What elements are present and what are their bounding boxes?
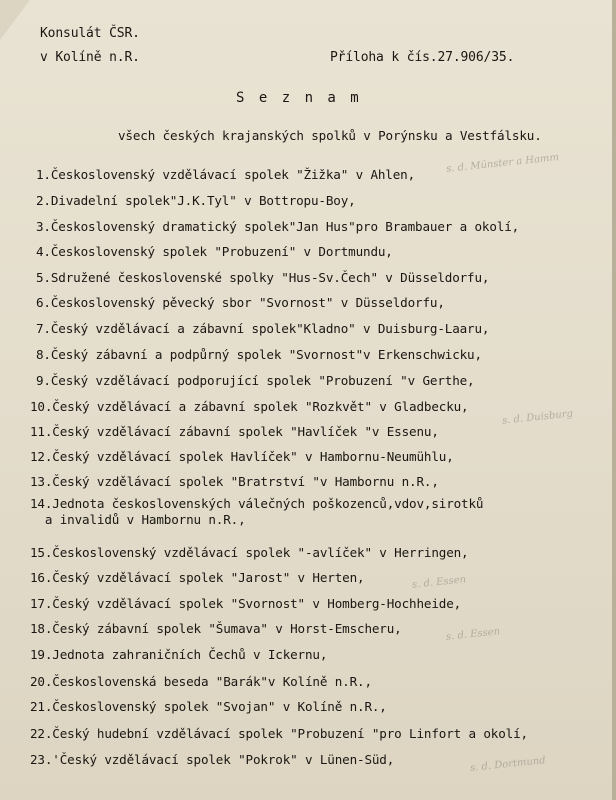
list-item: 5.Sdružené československé spolky "Hus-Sv.Čech" v Düsseldorfu, (36, 270, 490, 285)
list-item: 4.Československý spolek "Probuzení" v Dortmundu, (36, 244, 393, 259)
list-item: 20.Československá beseda "Barák"v Kolíně n.R., (30, 674, 372, 689)
consulate-name: Konsulát ČSR. (40, 26, 140, 41)
list-item: 23.'Český vzdělávací spolek "Pokrok" v Lünen-Süd, (30, 752, 395, 767)
attachment-reference: Příloha k čís.27.906/35. (330, 50, 515, 65)
list-item: 7.Český vzdělávací a zábavní spolek"Kladno" v Duisburg-Laaru, (36, 321, 490, 336)
list-item: 17.Český vzdělávací spolek "Svornost" v Homberg-Hochheide, (30, 596, 462, 611)
handwritten-note: s. d. Essen (445, 626, 501, 643)
document-subtitle: všech českých krajanských spolků v Porýnsku a Vestfálsku. (118, 128, 542, 143)
list-item: 11.Český vzdělávací zábavní spolek "Havlíček "v Essenu, (30, 424, 439, 439)
handwritten-note: s. d. Duisburg (501, 408, 574, 427)
list-item: 14.Jednota československých válečných poškozenců,vdov,sirotků (30, 496, 484, 511)
list-item: 2.Divadelní spolek"J.K.Tyl" v Bottropu-Boy, (36, 193, 356, 208)
list-item-continuation: a invalidů v Hambornu n.R., (30, 512, 246, 527)
list-item: 12.Český vzdělávací spolek Havlíček" v Hambornu-Neumühlu, (30, 449, 454, 464)
list-item: 3.Československý dramatický spolek"Jan Hus"pro Brambauer a okolí, (36, 219, 520, 234)
list-item: 13.Český vzdělávací spolek "Bratrství "v Hambornu n.R., (30, 474, 439, 489)
handwritten-note: s. d. Dortmund (469, 755, 547, 774)
list-item: 21.Československý spolek "Svojan" v Kolíně n.R., (30, 699, 387, 714)
page-edge (612, 0, 616, 800)
list-item: 16.Český vzdělávací spolek "Jarost" v Herten, (30, 570, 365, 585)
list-item: 9.Český vzdělávací podporující spolek "Probuzení "v Gerthe, (36, 373, 475, 388)
list-item: 8.Český zábavní a podpůrný spolek "Svornost"v Erkenschwicku, (36, 347, 482, 362)
handwritten-note: s. d. Münster a Hamm (445, 152, 560, 175)
list-item: 18.Český zábavní spolek "Šumava" v Horst-Emscheru, (30, 621, 402, 636)
list-item: 6.Československý pěvecký sbor "Svornost" v Düsseldorfu, (36, 295, 445, 310)
list-item: 22.Český hudební vzdělávací spolek "Probuzení "pro Linfort a okolí, (30, 726, 528, 741)
consulate-location: v Kolíně n.R. (40, 50, 140, 65)
folded-corner (0, 0, 30, 40)
handwritten-note: s. d. Essen (411, 574, 467, 591)
document-title: S e z n a m (236, 90, 362, 106)
list-item: 10.Český vzdělávací a zábavní spolek "Rozkvět" v Gladbecku, (30, 399, 469, 414)
list-item: 19.Jednota zahraničních Čechů v Ickernu, (30, 647, 328, 662)
list-item: 1.Československý vzdělávací spolek "Žižka" v Ahlen, (36, 167, 416, 182)
list-item: 15.Československý vzdělávací spolek "‑avlíček" v Herringen, (30, 545, 469, 560)
